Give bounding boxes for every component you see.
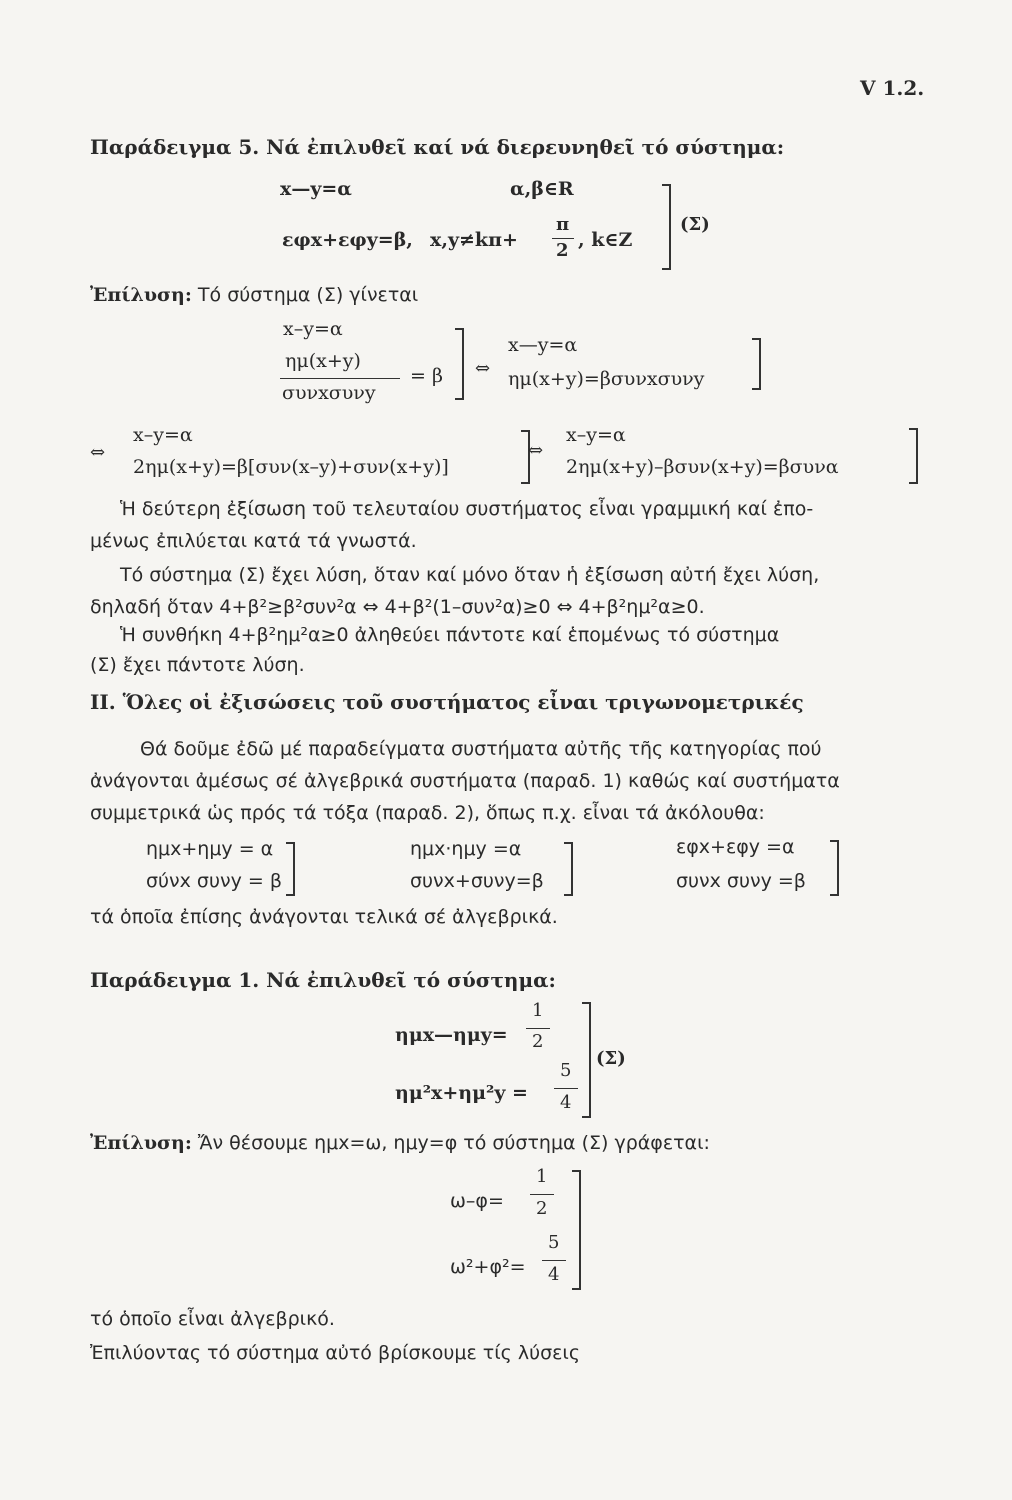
omega-eq1-den: 2: [536, 1198, 548, 1219]
omega-eq1-bar: [530, 1194, 554, 1195]
step2-left-eq2: 2ημ(x+y)=β[συν(x–y)+συν(x+y)]: [133, 456, 449, 478]
step1-brace-right: [752, 338, 761, 390]
system-a-eq1: ημx+ημy = α: [146, 838, 274, 860]
solution-label-2: [90, 1132, 710, 1154]
example1-heading: Παράδειγμα 1. Νά ἐπιλυθεῖ τό σύστημα:: [90, 968, 556, 992]
section2-after: τά ὁποῖα ἐπίσης ἀνάγονται τελικά σέ ἀλγεβρικά.: [90, 906, 558, 928]
example5-eq2-condition-b: , k∈Z: [578, 229, 633, 251]
example5-two: 2: [556, 240, 569, 261]
omega-brace: [572, 1170, 581, 1290]
example1-eq2-num: 5: [560, 1060, 572, 1081]
step2-right-eq2: 2ημ(x+y)–βσυν(x+y)=βσυνα: [566, 456, 839, 478]
example1-eq1-bar: [526, 1028, 550, 1029]
example1-sigma: (Σ): [596, 1048, 626, 1069]
section2-para-line3: συμμετρικά ὡς πρός τά τόξα (παραδ. 2), ὅπως π.χ. εἶναι τά ἀκόλουθα:: [90, 802, 765, 824]
system-a-eq2: σύνx συνy = β: [146, 870, 282, 892]
system-b-eq1: ημx·ημy =α: [410, 838, 522, 860]
step2-arrow-left: ⇔: [90, 442, 106, 463]
paragraph3-line1: Ἡ συνθήκη 4+β²ημ²α≥0 ἀληθεύει πάντοτε καί ἑπομένως τό σύστημα: [120, 624, 780, 646]
example5-eq1-condition: α,β∈R: [510, 178, 574, 200]
step1-denominator: συνxσυνy: [282, 382, 376, 404]
example5-heading: Παράδειγμα 5. Νά ἐπιλυθεῖ καί νά διερευνηθεῖ τό σύστημα:: [90, 135, 785, 159]
solution-label: Ἐπίλυση:: [90, 284, 192, 306]
paragraph3-line2: (Σ) ἔχει πάντοτε λύση.: [90, 654, 305, 676]
system-c-eq2: συνx συνy =β: [676, 870, 806, 892]
solution-text: Ἄν θέσουμε ημx=ω, ημy=φ τό σύστημα (Σ) γράφεται:: [197, 1132, 710, 1154]
omega-eq2: ω²+φ²=: [450, 1256, 526, 1278]
example1-after2: Ἐπιλύοντας τό σύστημα αὐτό βρίσκουμε τίς λύσεις: [90, 1342, 581, 1364]
step2-arrow-right: ⇔: [528, 440, 544, 461]
step1-equals-beta: = β: [410, 365, 443, 387]
example5-eq1: x—y=α: [280, 178, 352, 200]
example1-after1: τό ὁποῖο εἶναι ἀλγεβρικό.: [90, 1308, 335, 1330]
paragraph2-line1: Τό σύστημα (Σ) ἔχει λύση, ὅταν καί μόνο ὅταν ἡ ἐξίσωση αὐτή ἔχει λύση,: [120, 564, 820, 586]
example5-brace: [662, 184, 671, 270]
omega-eq2-den: 4: [548, 1264, 560, 1285]
example5-sigma: (Σ): [680, 214, 710, 235]
paragraph1-line1: Ἡ δεύτερη ἐξίσωση τοῦ τελευταίου συστήματος εἶναι γραμμική καί ἐπο-: [120, 498, 814, 520]
paragraph1-line2: μένως ἐπιλύεται κατά τά γνωστά.: [90, 530, 417, 552]
omega-eq2-num: 5: [548, 1232, 560, 1253]
example1-eq1-num: 1: [532, 1000, 544, 1021]
page-number: V 1.2.: [860, 76, 925, 100]
step1-arrow: ⇔: [475, 358, 491, 379]
system-b-eq2: συνx+συνy=β: [410, 870, 544, 892]
system-a-brace: [286, 842, 295, 896]
step1-brace-left: [455, 328, 464, 400]
step1-right-eq1: x—y=α: [508, 334, 578, 356]
section2-para-line2: ἀνάγονται ἀμέσως σέ ἀλγεβρικά συστήματα (παραδ. 1) καθώς καί συστήματα: [90, 770, 840, 792]
example1-eq2-den: 4: [560, 1092, 572, 1113]
omega-eq1: ω–φ=: [450, 1190, 504, 1212]
example5-fraction-bar: [552, 238, 574, 239]
step2-left-eq1: x–y=α: [133, 424, 193, 446]
example5-pi: π: [556, 214, 570, 235]
section2-para-line1: Θά δοῦμε ἐδῶ μέ παραδείγματα συστήματα αὐτῆς τῆς κατηγορίας πού: [140, 738, 822, 760]
example1-eq2-bar: [554, 1088, 578, 1089]
example5-eq2: εφx+εφy=β,: [282, 229, 413, 251]
step1-numerator: ημ(x+y): [285, 350, 361, 372]
step1-eq1: x–y=α: [283, 318, 343, 340]
example1-eq1-den: 2: [532, 1031, 544, 1052]
step2-brace-right: [909, 428, 918, 484]
omega-eq1-num: 1: [536, 1166, 548, 1187]
example1-brace: [582, 1002, 591, 1118]
step2-right-eq1: x–y=α: [566, 424, 626, 446]
section2-heading: II. Ὅλες οἱ ἐξισώσεις τοῦ συστήματος εἶναι τριγωνομετρικές: [90, 690, 804, 714]
example1-eq1: ημx—ημy=: [395, 1024, 508, 1046]
omega-eq2-bar: [542, 1260, 566, 1261]
paragraph2-line2: δηλαδή ὅταν 4+β²≥β²συν²α ⇔ 4+β²(1–συν²α)≥0 ⇔ 4+β²ημ²α≥0.: [90, 596, 705, 618]
solution-text: Τό σύστημα (Σ) γίνεται: [197, 284, 419, 306]
system-c-eq1: εφx+εφy =α: [676, 836, 795, 858]
solution-label: Ἐπίλυση:: [90, 1132, 192, 1154]
solution-label-1: [90, 284, 418, 306]
example1-eq2: ημ²x+ημ²y =: [395, 1082, 528, 1104]
step1-right-eq2: ημ(x+y)=βσυνxσυνy: [508, 368, 705, 390]
system-c-brace: [830, 840, 839, 896]
step1-fraction-bar: [280, 378, 400, 379]
system-b-brace: [564, 842, 573, 896]
example5-eq2-condition-a: x,y≠kπ+: [430, 229, 518, 251]
